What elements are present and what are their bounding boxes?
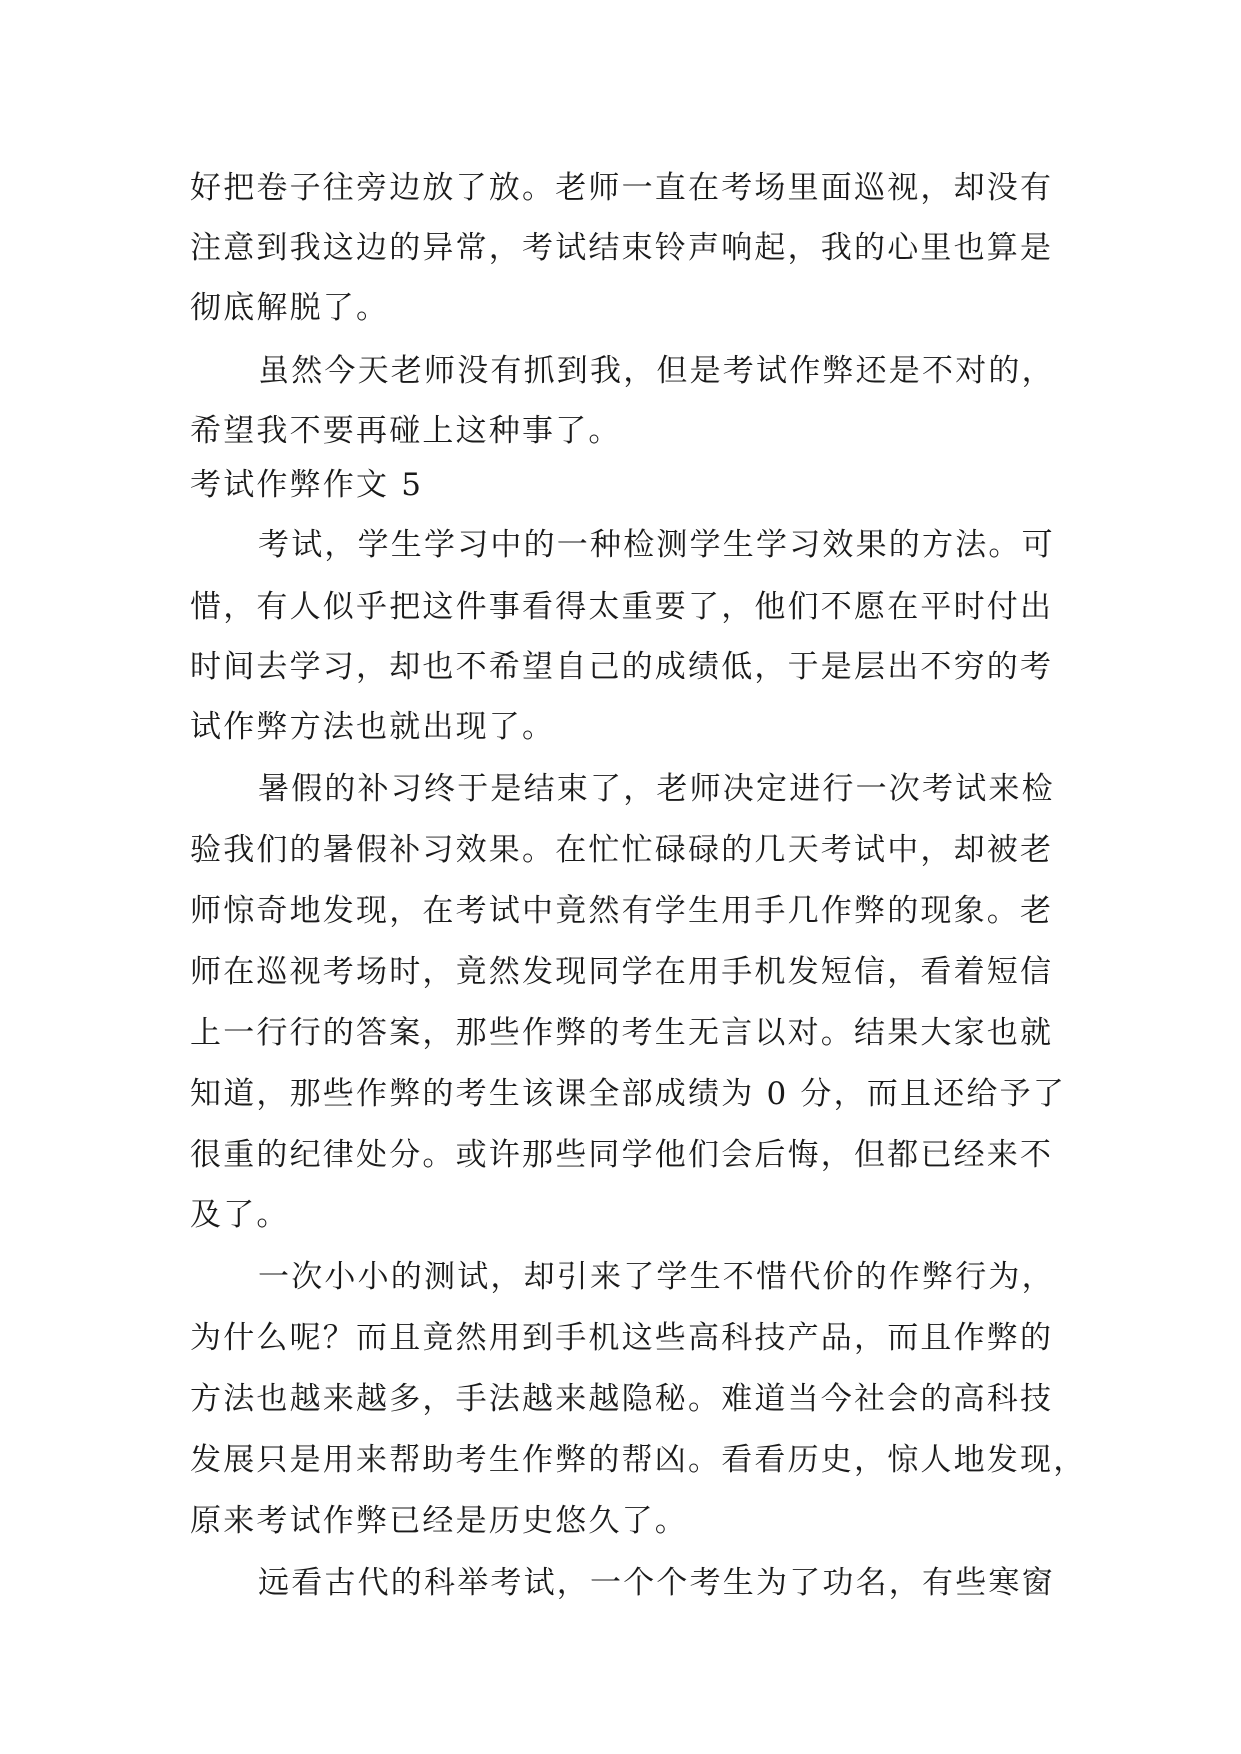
text-line: 师在巡视考场时，竟然发现同学在用手机发短信，看着短信 — [190, 954, 1054, 990]
text-line: 时间去学习，却也不希望自己的成绩低，于是层出不穷的考 — [190, 649, 1054, 685]
paragraph-first-line: 一次小小的测试，却引来了学生不惜代价的作弊行为， — [258, 1259, 1055, 1295]
text-line: 师惊奇地发现，在考试中竟然有学生用手几作弊的现象。老 — [190, 893, 1054, 929]
text-line: 很重的纪律处分。或许那些同学他们会后悔，但都已经来不 — [190, 1137, 1054, 1173]
text-line: 注意到我这边的异常，考试结束铃声响起，我的心里也算是 — [190, 230, 1054, 266]
paragraph-first-line: 暑假的补习终于是结束了，老师决定进行一次考试来检 — [258, 771, 1055, 807]
text-line: 方法也越来越多，手法越来越隐秘。难道当今社会的高科技 — [190, 1381, 1054, 1417]
paragraph-first-line: 虽然今天老师没有抓到我，但是考试作弊还是不对的， — [258, 353, 1055, 389]
section-heading: 考试作弊作文 5 — [190, 467, 424, 503]
text-line: 为什么呢？而且竟然用到手机这些高科技产品，而且作弊的 — [190, 1320, 1054, 1356]
text-line: 彻底解脱了。 — [190, 290, 390, 326]
text-line: 及了。 — [190, 1197, 290, 1233]
text-line: 希望我不要再碰上这种事了。 — [190, 413, 622, 449]
text-line: 好把卷子往旁边放了放。老师一直在考场里面巡视，却没有 — [190, 170, 1054, 206]
text-line: 试作弊方法也就出现了。 — [190, 709, 556, 745]
paragraph-first-line: 远看古代的科举考试，一个个考生为了功名，有些寒窗 — [258, 1565, 1055, 1601]
text-line: 惜，有人似乎把这件事看得太重要了，他们不愿在平时付出 — [190, 589, 1054, 625]
text-line: 发展只是用来帮助考生作弊的帮凶。看看历史，惊人地发现， — [190, 1442, 1087, 1478]
text-line: 上一行行的答案，那些作弊的考生无言以对。结果大家也就 — [190, 1015, 1054, 1051]
paragraph-first-line: 考试，学生学习中的一种检测学生学习效果的方法。可 — [258, 527, 1055, 563]
text-line: 验我们的暑假补习效果。在忙忙碌碌的几天考试中，却被老 — [190, 832, 1054, 868]
text-line: 知道，那些作弊的考生该课全部成绩为 0 分，而且还给予了 — [190, 1076, 1067, 1112]
text-line: 原来考试作弊已经是历史悠久了。 — [190, 1503, 688, 1539]
